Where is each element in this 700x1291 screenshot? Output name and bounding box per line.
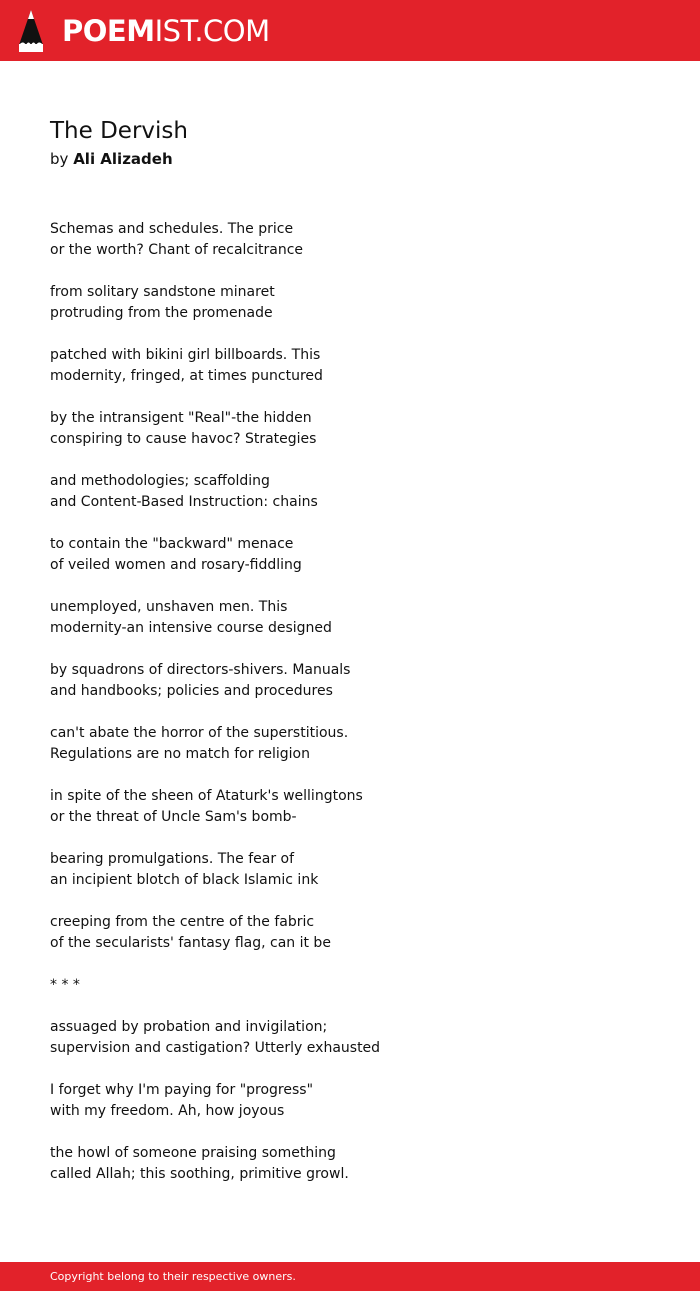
stanza	[50, 282, 650, 324]
poem-line: to contain the "backward" menace	[50, 536, 294, 552]
stanza	[50, 345, 650, 387]
by-label: by	[50, 150, 69, 168]
pencil-tip-icon	[16, 9, 46, 53]
poem-line: with my freedom. Ah, how joyous	[50, 1103, 285, 1119]
site-header	[0, 0, 700, 61]
stanza	[50, 534, 650, 576]
logo-bold-text: POEM	[62, 14, 155, 48]
stanza	[50, 786, 650, 828]
poem-line: an incipient blotch of black Islamic ink	[50, 872, 319, 888]
stanza	[50, 660, 650, 702]
poem-line: and handbooks; policies and procedures	[50, 683, 333, 699]
poem-line: protruding from the promenade	[50, 305, 273, 321]
poem-body	[50, 219, 650, 1206]
author-name: Ali Alizadeh	[73, 150, 173, 168]
stanza	[50, 849, 650, 891]
poem-line: bearing promulgations. The fear of	[50, 851, 295, 867]
poem-line: Schemas and schedules. The price	[50, 221, 294, 237]
stanza	[50, 723, 650, 765]
poem-line: the howl of someone praising something	[50, 1145, 336, 1161]
stanza	[50, 1080, 650, 1122]
poem-line: supervision and castigation? Utterly exhausted	[50, 1040, 381, 1056]
poem-line: by the intransigent "Real"-the hidden	[50, 410, 312, 426]
copyright-text: Copyright belong to their respective owners.	[50, 1270, 296, 1283]
stanza	[50, 471, 650, 513]
poem-line: modernity, fringed, at times punctured	[50, 368, 323, 384]
stanza	[50, 219, 650, 261]
poem-line: by squadrons of directors-shivers. Manuals	[50, 662, 351, 678]
poem-line: of veiled women and rosary-fiddling	[50, 557, 302, 573]
poem-line: or the threat of Uncle Sam's bomb-	[50, 809, 297, 825]
poem-line: conspiring to cause havoc? Strategies	[50, 431, 317, 447]
poem-line: modernity-an intensive course designed	[50, 620, 332, 636]
poem-line: Regulations are no match for religion	[50, 746, 310, 762]
poem-line: * * *	[50, 977, 80, 993]
poem-line: assuaged by probation and invigilation;	[50, 1019, 328, 1035]
logo-light-text: IST.COM	[154, 14, 270, 48]
stanza	[50, 597, 650, 639]
byline	[50, 149, 173, 169]
poem-line: from solitary sandstone minaret	[50, 284, 275, 300]
poem-line: in spite of the sheen of Ataturk's wellingtons	[50, 788, 363, 804]
poem-line: of the secularists' fantasy flag, can it be	[50, 935, 331, 951]
stanza	[50, 408, 650, 450]
poem-line: and methodologies; scaffolding	[50, 473, 270, 489]
stanza	[50, 1143, 650, 1185]
site-logo[interactable]	[62, 14, 270, 48]
poem-line: patched with bikini girl billboards. This	[50, 347, 321, 363]
stanza	[50, 1017, 650, 1059]
poem-line: creeping from the centre of the fabric	[50, 914, 315, 930]
poem-line: can't abate the horror of the superstitious.	[50, 725, 349, 741]
poem-line: or the worth? Chant of recalcitrance	[50, 242, 304, 258]
site-footer	[0, 1262, 700, 1291]
poem-line: I forget why I'm paying for "progress"	[50, 1082, 314, 1098]
poem-line: called Allah; this soothing, primitive growl.	[50, 1166, 349, 1182]
poem-line: and Content-Based Instruction: chains	[50, 494, 318, 510]
stanza	[50, 975, 650, 996]
stanza	[50, 912, 650, 954]
poem-title: The Dervish	[50, 118, 188, 144]
poem-line: unemployed, unshaven men. This	[50, 599, 288, 615]
